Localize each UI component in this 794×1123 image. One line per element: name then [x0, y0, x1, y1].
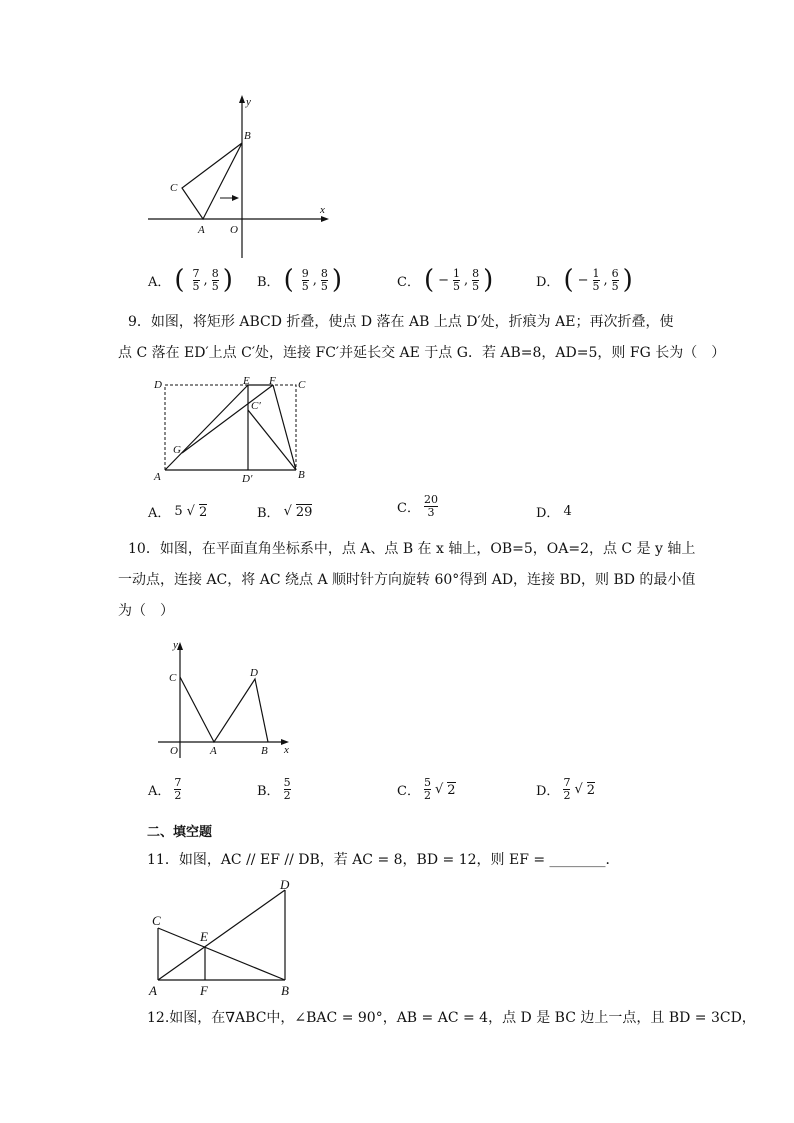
- q10-line-2: 一动点，连接 AC，将 AC 绕点 A 顺时针方向旋转 60°得到 AD，连接 BD，则 BD 的最小值: [118, 572, 696, 588]
- q9-line-1: 9．如图，将矩形 ABCD 折叠，使点 D 落在 AB 上点 D′处，折痕为 AE；再次折叠，使: [128, 314, 674, 330]
- q10-label-O: O: [170, 745, 178, 757]
- q9-label-B: B: [298, 469, 305, 481]
- q10-option-c[interactable]: C． $\frac{5}{2}$ √ 2: [397, 776, 456, 802]
- q9-CpB: [248, 410, 296, 470]
- q8-label-O: O: [230, 224, 238, 236]
- q11-label-E: E: [200, 929, 208, 944]
- q8-triangle: [182, 143, 242, 219]
- q10-figure: [150, 636, 300, 761]
- q9-label-A: A: [154, 471, 161, 483]
- q9-option-d[interactable]: D． 4: [536, 504, 572, 521]
- q8-y-arrow: [239, 95, 245, 103]
- q11-AD: [158, 890, 285, 980]
- q12-text: 12.如图，在∇ABC中，∠BAC = 90°，AB = AC = 4，点 D 是 BC 边上一点，且 BD = 3CD，: [147, 1010, 756, 1026]
- q10-label-D: D: [250, 667, 258, 679]
- q9-label-Dp: D′: [242, 473, 253, 485]
- q9-figure: [148, 374, 318, 486]
- section-title: 二、填空题: [147, 825, 213, 840]
- q8-option-d[interactable]: D． ( − $\frac{1}{5}$ , $\frac{6}{5}$ ): [536, 265, 633, 295]
- q11-label-B: B: [281, 983, 289, 998]
- q8-label-y: y: [246, 96, 251, 108]
- q8-figure: [140, 90, 340, 265]
- q10-label-y: y: [173, 639, 178, 651]
- q10-label-B: B: [261, 745, 268, 757]
- q11-label-D: D: [280, 877, 290, 892]
- q10-line-1: 10．如图，在平面直角坐标系中，点 A、点 B 在 x 轴上，OB=5，OA=2，点 C 是 y 轴上: [128, 541, 696, 557]
- q10-line-3: 为（ ）: [118, 603, 174, 619]
- q11-label-A: A: [149, 983, 157, 998]
- q9-label-C: C: [298, 379, 306, 391]
- q10-option-b[interactable]: B． $\frac{5}{2}$: [257, 776, 291, 802]
- q9-label-G: G: [173, 444, 181, 456]
- q10-label-A: A: [210, 745, 217, 757]
- q9-AE: [165, 385, 248, 470]
- q11-label-C: C: [152, 913, 161, 928]
- q9-option-a[interactable]: A． 5 √ 2: [148, 504, 208, 521]
- q8-x-arrow: [321, 216, 329, 222]
- q9-line-2: 点 C 落在 ED′上点 C′处，连接 FC′并延长交 AE 于点 G．若 AB=8，AD=5，则 FG 长为（ ）: [118, 345, 726, 361]
- q8-option-a[interactable]: A． ( $\frac{7}{5}$ , $\frac{8}{5}$ ): [148, 265, 233, 295]
- q8-label-B: B: [244, 130, 251, 142]
- q9-option-b[interactable]: B． √ 29: [257, 504, 313, 521]
- q11-text: 11．如图，AC // EF // DB，若 AC = 8，BD = 12，则 EF = ________．: [147, 852, 620, 868]
- q8-label-A: A: [198, 224, 205, 236]
- q8-option-b[interactable]: B． ( $\frac{9}{5}$ , $\frac{8}{5}$ ): [257, 265, 343, 295]
- q10-label-C: C: [169, 672, 177, 684]
- q8-option-c[interactable]: C． ( − $\frac{1}{5}$ , $\frac{8}{5}$ ): [397, 265, 494, 295]
- q11-figure: [145, 877, 300, 999]
- q10-option-a[interactable]: A． $\frac{7}{2}$: [148, 776, 182, 802]
- q9-label-F: F: [269, 375, 276, 387]
- q9-option-c[interactable]: C． $\frac{20}{3}$: [397, 493, 438, 519]
- q9-FB: [273, 385, 296, 470]
- q9-label-D: D: [154, 379, 162, 391]
- q11-CB: [158, 928, 285, 980]
- q9-label-Cp: C′: [251, 400, 261, 412]
- q10-option-d[interactable]: D． $\frac{7}{2}$ √ 2: [536, 776, 596, 802]
- q10-label-x: x: [284, 744, 289, 756]
- q11-label-F: F: [200, 983, 208, 998]
- q9-FG: [182, 385, 273, 453]
- q10-path-CADB: [180, 677, 268, 742]
- q8-label-C: C: [170, 182, 178, 194]
- q9-label-E: E: [243, 375, 250, 387]
- q8-label-x: x: [320, 204, 325, 216]
